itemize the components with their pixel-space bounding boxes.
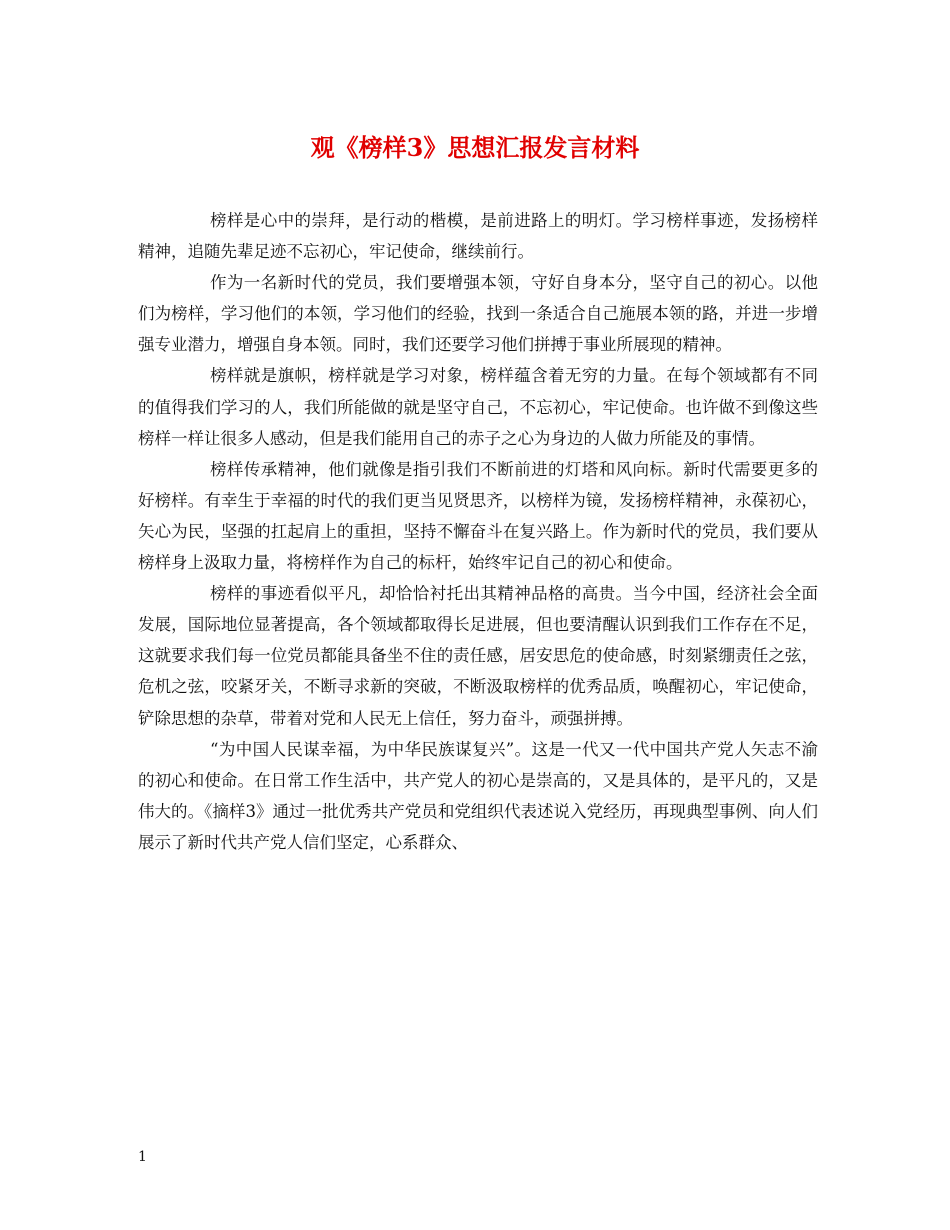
paragraph: 榜样就是旗帜，榜样就是学习对象，榜样蕴含着无穷的力量。在每个领域都有不同的值得我们学习的人，我们所能做的就是坚守自己，不忘初心，牢记使命。也许做不到像这些榜样一样让很多人感动，但是我们能用自己的赤子之心为身边的人做力所能及的事情。 [138, 366, 818, 448]
document-title: 观《榜样3》思想汇报发言材料 [310, 133, 640, 162]
paragraph: 作为一名新时代的党员，我们要增强本领，守好自身本分，坚守自己的初心。以他们为榜样，学习他们的本领，学习他们的经验，找到一条适合自己施展本领的路，并进一步增强专业潜力，增强自身本领。同时，我们还要学习他们拼搏于事业所展现的精神。 [138, 273, 818, 355]
page-number: 1 [138, 1149, 147, 1165]
paragraph: 榜样传承精神，他们就像是指引我们不断前进的灯塔和风向标。新时代需要更多的好榜样。有幸生于幸福的时代的我们更当见贤思齐，以榜样为镜，发扬榜样精神，永葆初心，矢心为民，坚强的扛起肩上的重担，坚持不懈奋斗在复兴路上。作为新时代的党员，我们要从榜样身上汲取力量，将榜样作为自己的标杆，始终牢记自己的初心和使命。 [138, 459, 818, 573]
paragraph: “为中国人民谋幸福，为中华民族谋复兴”。这是一代又一代中国共产党人矢志不渝的初心和使命。在日常工作生活中，共产党人的初心是崇高的，又是具体的，是平凡的，又是伟大的。《摘样3》通过一批优秀共产党员和党组织代表述说入党经历，再现典型事例、向人们展示了新时代共产党人信们坚定，心系群众、 [138, 739, 818, 852]
paragraph: 榜样是心中的崇拜，是行动的楷模，是前进路上的明灯。学习榜样事迹，发扬榜样精神，追随先辈足迹不忘初心，牢记使命，继续前行。 [138, 211, 818, 262]
paragraph: 榜样的事迹看似平凡，却恰恰衬托出其精神品格的高贵。当今中国，经济社会全面发展，国际地位显著提高，各个领域都取得长足进展，但也要清醒认识到我们工作存在不足，这就要求我们每一位党员都能具备坐不住的责任感，居安思危的使命感，时刻紧绷责任之弦，危机之弦，咬紧牙关，不断寻求新的突破，不断汲取榜样的优秀品质，唤醒初心，牢记使命，铲除思想的杂草，带着对党和人民无上信任，努力奋斗，顽强拼搏。 [138, 584, 818, 728]
document-body [138, 205, 818, 858]
